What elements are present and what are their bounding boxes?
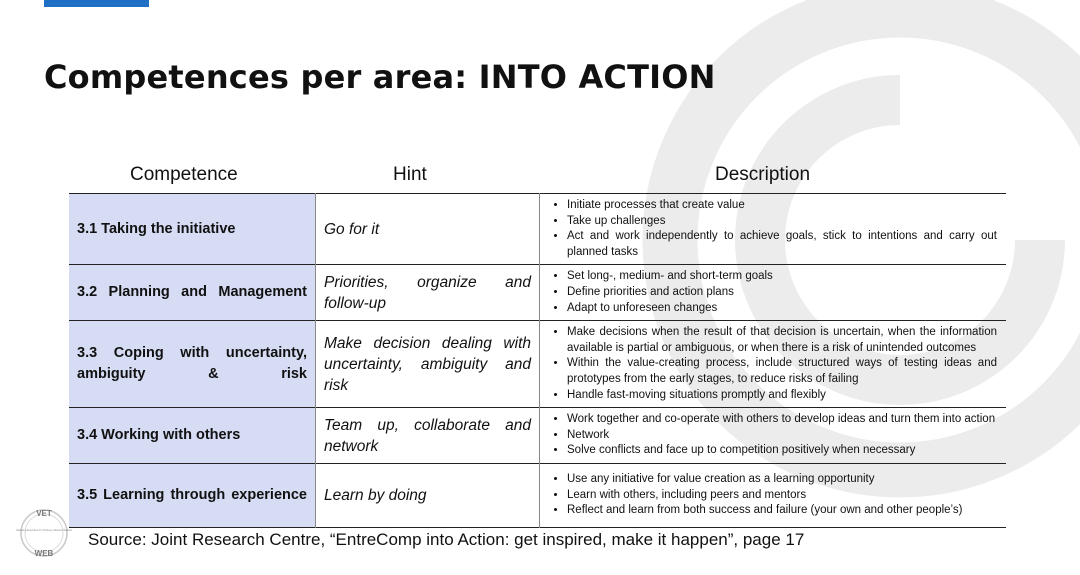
list-item: • Act and work independently to achieve goals, stick to intentions and carry out planned tasks xyxy=(567,229,997,260)
description-cell xyxy=(540,408,1007,464)
list-item: • Work together and co-operate with others to develop ideas and turn them into action xyxy=(567,412,997,428)
list-item: • Initiate processes that create value xyxy=(567,198,997,214)
table-row xyxy=(69,463,1006,527)
source-citation: Source: Joint Research Centre, “EntreComp into Action: get inspired, make it happen”, page 17 xyxy=(88,530,805,549)
area-cell: 3.3 Coping with uncertainty, ambiguity & risk xyxy=(69,321,316,408)
list-item: • Take up challenges xyxy=(567,214,997,230)
hint-cell: Team up, collaborate and network xyxy=(316,408,540,464)
accent-bar xyxy=(44,0,149,7)
list-item: • Network xyxy=(567,428,997,444)
table-row xyxy=(69,408,1006,464)
description-cell xyxy=(540,194,1007,265)
hint-cell: Make decision dealing with uncertainty, ambiguity and risk xyxy=(316,321,540,408)
area-cell: 3.5 Learning through experience xyxy=(69,463,316,527)
table-row xyxy=(69,321,1006,408)
hint-cell: Go for it xyxy=(316,194,540,265)
logo-bottom-text: WEB xyxy=(34,549,54,558)
list-item: • Within the value-creating process, include structured ways of testing ideas and prototypes from the early stages, to reduce risks of failing xyxy=(567,356,997,387)
logo-middle-text: Validating Expertises for Training in Western Balkans xyxy=(16,529,72,532)
competences-table xyxy=(69,193,1006,528)
hint-cell: Priorities, organize and follow-up xyxy=(316,265,540,321)
list-item: • Make decisions when the result of that decision is uncertain, when the information available is partial or ambiguous, or when there is a risk of unintended outcomes xyxy=(567,325,997,356)
area-cell: 3.4 Working with others xyxy=(69,408,316,464)
header-competence: Competence xyxy=(130,164,238,185)
list-item: • Define priorities and action plans xyxy=(567,285,997,301)
header-hint: Hint xyxy=(393,164,427,185)
description-cell xyxy=(540,265,1007,321)
hint-cell: Learn by doing xyxy=(316,463,540,527)
table-row xyxy=(69,265,1006,321)
list-item: • Set long-, medium- and short-term goals xyxy=(567,269,997,285)
area-cell: 3.2 Planning and Management xyxy=(69,265,316,321)
list-item: • Use any initiative for value creation as a learning opportunity xyxy=(567,472,997,488)
vetweb-logo xyxy=(16,498,72,568)
list-item: • Handle fast-moving situations promptly and flexibly xyxy=(567,388,997,404)
list-item: • Learn with others, including peers and mentors xyxy=(567,488,997,504)
description-cell xyxy=(540,321,1007,408)
list-item: • Adapt to unforeseen changes xyxy=(567,301,997,317)
page-title: Competences per area: INTO ACTION xyxy=(44,58,716,96)
table-row xyxy=(69,194,1006,265)
logo-top-text: VET xyxy=(36,509,52,518)
list-item: • Reflect and learn from both success and failure (your own and other people’s) xyxy=(567,503,997,519)
area-cell: 3.1 Taking the initiative xyxy=(69,194,316,265)
header-description: Description xyxy=(715,164,811,185)
list-item: • Solve conflicts and face up to competition positively when necessary xyxy=(567,443,997,459)
description-cell xyxy=(540,463,1007,527)
